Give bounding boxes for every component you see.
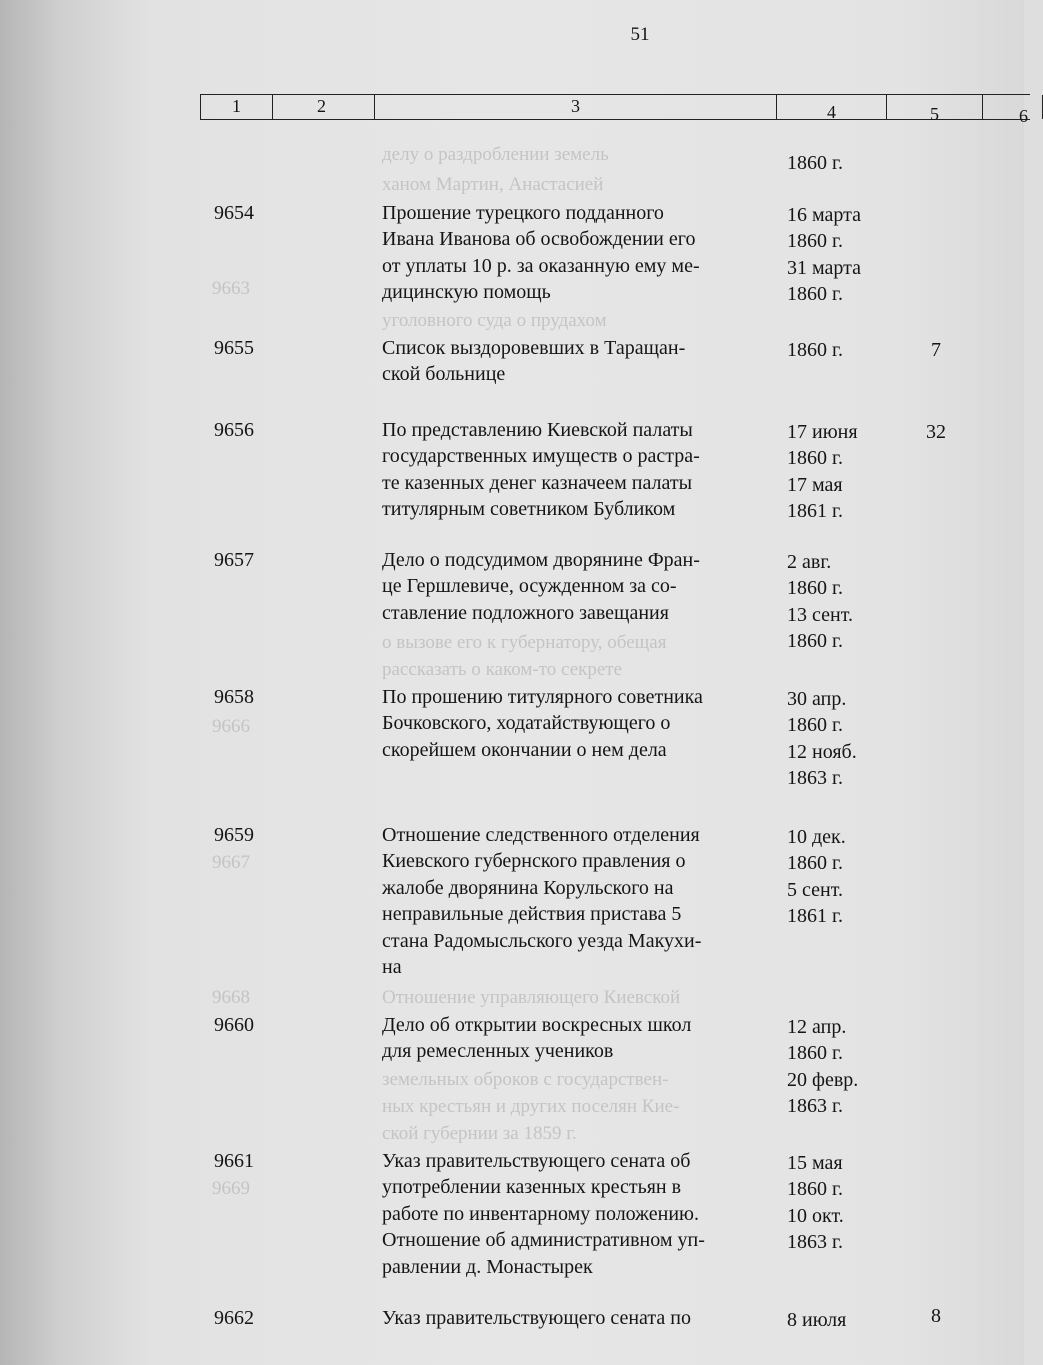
bleed-through-text: делу о раздроблении земель	[382, 144, 609, 165]
bleed-through-text: ской губернии за 1859 г.	[382, 1123, 577, 1144]
bleed-through-text: 9668	[212, 987, 250, 1008]
description-line: для ремесленных учеников	[382, 1040, 614, 1063]
description-line: Отношение следственного отделения	[382, 824, 700, 846]
date-line: 13 сент.	[787, 603, 853, 626]
description-line: це Гершлевиче, осужденном за со-	[382, 575, 677, 598]
description-line: употреблении казенных крестьян в	[382, 1176, 682, 1199]
record-dates	[787, 824, 846, 930]
date-line: 1861 г.	[787, 500, 843, 523]
record-number: 9657	[214, 549, 254, 571]
description-line: скорейшем окончании о нем дела	[382, 738, 667, 761]
record-number: 9660	[214, 1014, 254, 1036]
date-line: 10 дек.	[787, 826, 846, 848]
record-dates	[787, 686, 857, 792]
sheet-count: 7	[931, 339, 941, 361]
description-line: ставление подложного завещания	[382, 601, 669, 624]
description-line: стана Радомысльского уезда Макухи-	[382, 929, 702, 952]
description-line: Список выздоровевших в Таращан-	[382, 337, 686, 359]
record-number: 9661	[214, 1150, 254, 1172]
date-line: 17 июня	[787, 421, 858, 443]
bleed-through-text: уголовного суда о прудахом	[382, 310, 607, 331]
bleed-through-text: Отношение управляющего Киевской	[382, 987, 681, 1008]
date-line: 16 марта	[787, 204, 861, 226]
adjacent-page-edge	[0, 0, 150, 1365]
sheet-count: 8	[931, 1305, 941, 1327]
date-line: 1863 г.	[787, 767, 843, 790]
description-line: По представлению Киевской палаты	[382, 419, 693, 441]
description-line: от уплаты 10 р. за оказанную ему ме-	[382, 254, 700, 277]
bleed-through-text: земельных оброков с государствен-	[382, 1069, 669, 1090]
description-line: Отношение об административном уп-	[382, 1229, 705, 1252]
date-line: 12 нояб.	[787, 740, 857, 763]
bleed-through-text: 9667	[212, 852, 250, 873]
description-line: неправильные действия пристава 5	[382, 903, 682, 926]
record-dates	[787, 1014, 858, 1120]
description-line: Указ правительствующего сената по	[382, 1307, 691, 1329]
record-description	[382, 684, 703, 763]
record-dates	[787, 337, 843, 363]
description-line: на	[382, 956, 402, 979]
date-line: 1860 г.	[787, 630, 843, 653]
record-dates	[787, 419, 858, 525]
date-line: 1863 г.	[787, 1231, 843, 1254]
record-dates	[787, 549, 853, 655]
description-line: Киевского губернского правления о	[382, 850, 686, 873]
record-dates	[787, 202, 861, 308]
description-line: жалобе дворянина Корульского на	[382, 876, 674, 899]
bleed-through-text: ных крестьян и других поселян Кие-	[382, 1096, 680, 1117]
description-line: Ивана Иванова об освобождении его	[382, 228, 696, 251]
date-line: 15 мая	[787, 1152, 843, 1174]
table-header-row	[200, 94, 1030, 126]
description-line: Бочковского, ходатайствующего о	[382, 712, 671, 735]
record-number: 9659	[214, 824, 254, 846]
date-line: 1860 г.	[787, 1178, 843, 1201]
record-description	[382, 1148, 705, 1280]
record-dates	[787, 1307, 846, 1333]
date-line: 1860 г.	[787, 852, 843, 875]
header-col-1: 1	[201, 95, 273, 119]
date-line: 5 сент.	[787, 878, 843, 901]
bleed-through-text: 9663	[212, 278, 250, 299]
sheet-count: 32	[926, 421, 946, 443]
bleed-through-text: ханом Мартин, Анастасией	[382, 174, 604, 195]
record-description	[382, 547, 700, 626]
record-description	[382, 1012, 691, 1065]
record-number: 9662	[214, 1307, 254, 1329]
date-line: 8 июля	[787, 1309, 847, 1331]
record-number: 9655	[214, 337, 254, 359]
bleed-through-text: 9669	[212, 1178, 250, 1199]
description-line: те казенных денег казначеем палаты	[382, 471, 693, 494]
date-line: 1860 г.	[787, 283, 843, 306]
record-number: 9654	[214, 202, 254, 224]
record-dates	[787, 1150, 844, 1256]
record-description	[382, 335, 685, 388]
date-line: 10 окт.	[787, 1204, 844, 1227]
date-line: 1860 г.	[787, 339, 843, 361]
description-line: Прошение турецкого подданного	[382, 202, 664, 224]
description-line: государственных имуществ о растра-	[382, 445, 700, 468]
header-col-6: 6	[983, 95, 1043, 119]
continuation-date: 1860 г.	[787, 152, 843, 174]
record-description	[382, 822, 701, 980]
bleed-through-text: рассказать о каком-то секрете	[382, 659, 623, 680]
header-col-4: 4	[777, 95, 887, 119]
header-col-2: 2	[273, 95, 375, 119]
date-line: 31 марта	[787, 256, 861, 279]
date-line: 1860 г.	[787, 577, 843, 600]
description-line: равлении д. Монастырек	[382, 1255, 593, 1278]
date-line: 1861 г.	[787, 905, 843, 928]
date-line: 17 мая	[787, 473, 843, 496]
record-number: 9658	[214, 686, 254, 708]
date-line: 30 апр.	[787, 688, 847, 710]
bleed-through-text: о вызове его к губернатору, обещая	[382, 632, 667, 653]
record-description	[382, 1305, 691, 1331]
page-number: 51	[630, 24, 650, 45]
description-line: Указ правительствующего сената об	[382, 1150, 691, 1172]
date-line: 1863 г.	[787, 1095, 843, 1118]
description-line: Дело об открытии воскресных школ	[382, 1014, 692, 1036]
description-line: дицинскую помощь	[382, 281, 551, 304]
description-line: По прошению титулярного советника	[382, 686, 703, 708]
date-line: 1860 г.	[787, 447, 843, 470]
header-col-5: 5	[887, 95, 983, 119]
date-line: 12 апр.	[787, 1016, 847, 1038]
description-line: Дело о подсудимом дворянине Фран-	[382, 549, 700, 571]
header-col-3: 3	[375, 95, 777, 119]
date-line: 1860 г.	[787, 230, 843, 253]
record-description	[382, 417, 700, 523]
date-line: 1860 г.	[787, 1042, 843, 1065]
description-line: титулярным советником Бубликом	[382, 498, 676, 521]
description-line: ской больнице	[382, 363, 506, 386]
description-line: работе по инвентарному положению.	[382, 1202, 699, 1225]
record-number: 9656	[214, 419, 254, 441]
record-description	[382, 200, 700, 306]
bleed-through-text: 9666	[212, 716, 250, 737]
date-line: 1860 г.	[787, 714, 843, 737]
date-line: 2 авг.	[787, 551, 832, 573]
date-line: 20 февр.	[787, 1068, 859, 1091]
